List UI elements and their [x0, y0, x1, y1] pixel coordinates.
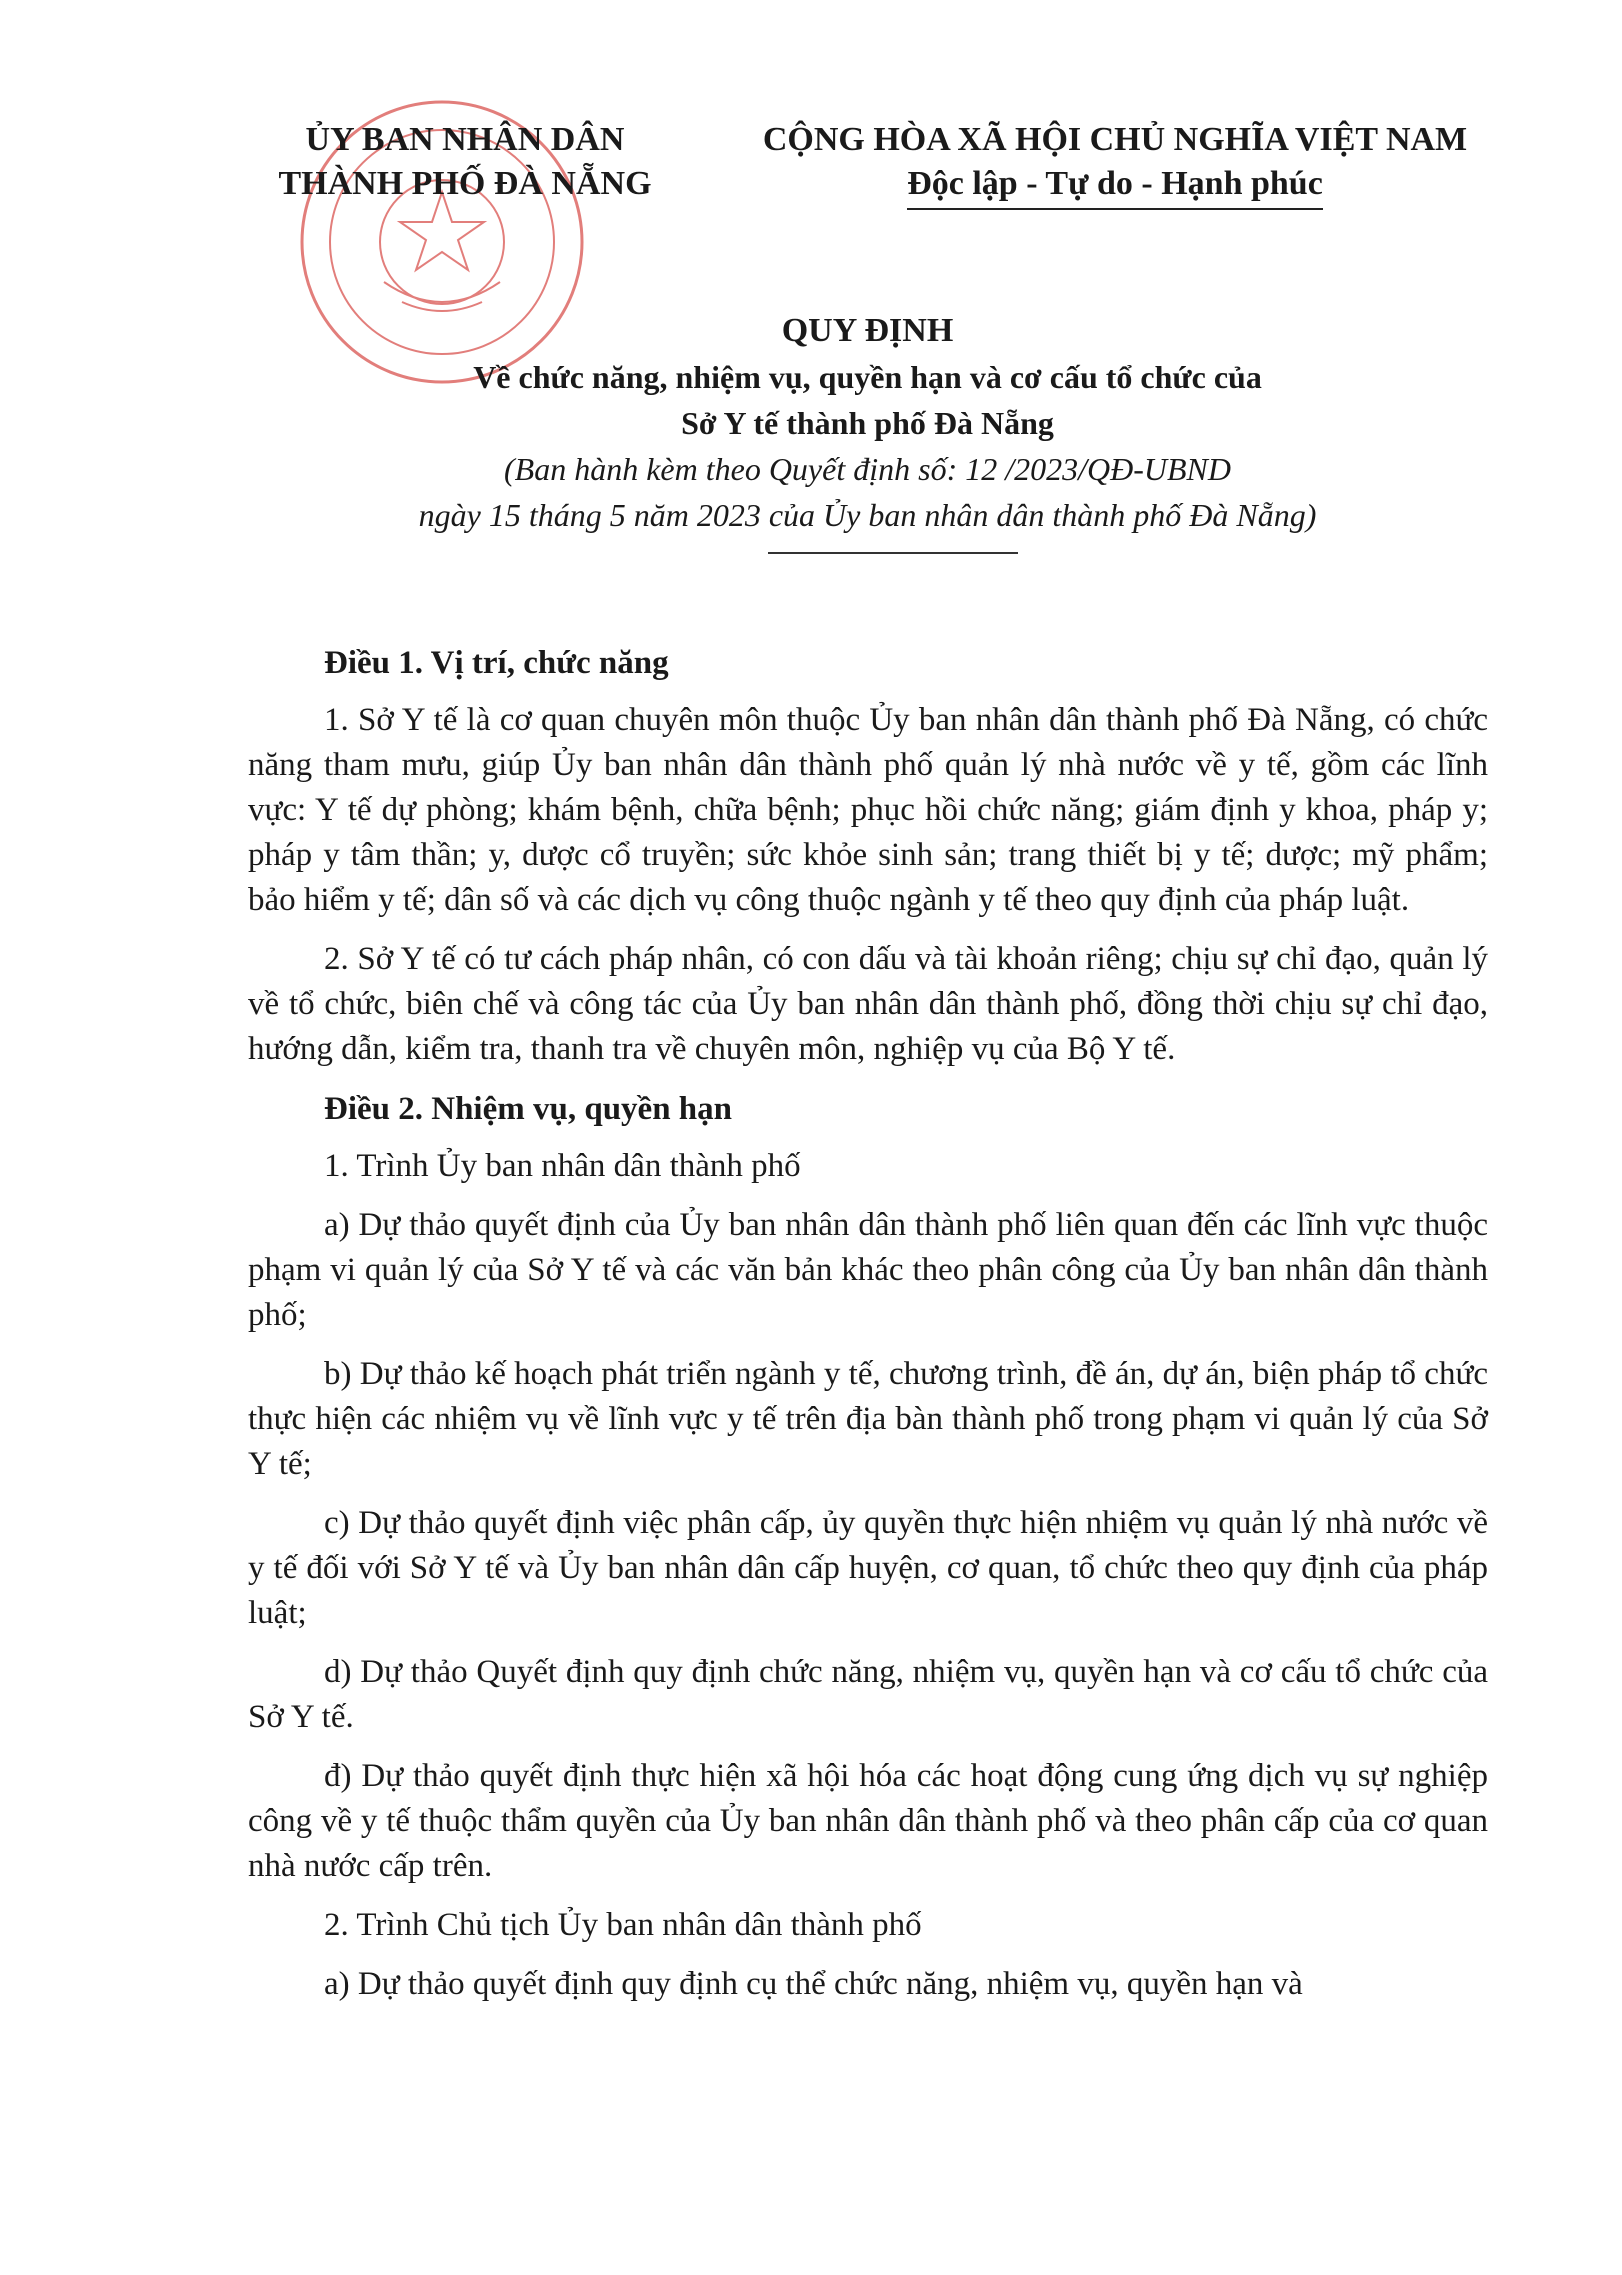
- subject-line-2: Sở Y tế thành phố Đà Nẵng: [681, 405, 1054, 441]
- article-2-section-2a: a) Dự thảo quyết định quy định cụ thể chức năng, nhiệm vụ, quyền hạn và: [324, 1966, 1303, 2002]
- article-2-section-1dd: đ) Dự thảo quyết định thực hiện xã hội hóa các hoạt động cung ứng dịch vụ sự nghiệp công về y tế thuộc thẩm quyền của Ủy ban nhân dân thành phố và theo phân cấp của cơ quan nhà nước cấp trên.: [248, 1758, 1488, 1884]
- document-body: [248, 640, 1488, 2021]
- article-1-heading: Điều 1. Vị trí, chức năng: [324, 645, 669, 681]
- article-1-paragraph-1: 1. Sở Y tế là cơ quan chuyên môn thuộc Ủy ban nhân dân thành phố Đà Nẵng, có chức năng tham mưu, giúp Ủy ban nhân dân thành phố quản lý nhà nước về y tế, gồm các lĩnh vực: Y tế dự phòng; khám bệnh, chữa bệnh; phục hồi chức năng; giám định y khoa, pháp y; pháp y tâm thần; y, dược cổ truyền; sức khỏe sinh sản; trang thiết bị y tế; dược; mỹ phẩm; bảo hiểm y tế; dân số và các dịch vụ công thuộc ngành y tế theo quy định của pháp luật.: [248, 702, 1488, 918]
- document-type: QUY ĐỊNH: [781, 312, 954, 349]
- article-2-section-1b: b) Dự thảo kế hoạch phát triển ngành y tế, chương trình, đề án, dự án, biện pháp tổ chức thực hiện các nhiệm vụ về lĩnh vực y tế trên địa bàn thành phố trong phạm vi quản lý của Sở Y tế;: [248, 1356, 1488, 1482]
- article-2-section-1a: a) Dự thảo quyết định của Ủy ban nhân dân thành phố liên quan đến các lĩnh vực thuộc phạm vi quản lý của Sở Y tế và các văn bản khác theo phân công của Ủy ban nhân dân thành phố;: [248, 1207, 1488, 1333]
- national-motto: Độc lập - Tự do - Hạnh phúc: [907, 162, 1323, 210]
- issuing-agency: [255, 118, 675, 206]
- title-divider: [768, 552, 1018, 554]
- issued-line-1: (Ban hành kèm theo Quyết định số: 12 /2023/QĐ-UBND: [504, 451, 1231, 487]
- article-1-paragraph-2: 2. Sở Y tế có tư cách pháp nhân, có con dấu và tài khoản riêng; chịu sự chỉ đạo, quản lý về tổ chức, biên chế và công tác của Ủy ban nhân dân thành phố, đồng thời chịu sự chỉ đạo, hướng dẫn, kiểm tra, thanh tra về chuyên môn, nghiệp vụ của Bộ Y tế.: [248, 941, 1488, 1067]
- agency-line-2: THÀNH PHỐ ĐÀ NẴNG: [278, 165, 652, 202]
- issued-line-2: ngày 15 tháng 5 năm 2023 của Ủy ban nhân dân thành phố Đà Nẵng): [418, 497, 1317, 533]
- article-2-section-1: 1. Trình Ủy ban nhân dân thành phố: [324, 1148, 801, 1184]
- article-2-section-1d: d) Dự thảo Quyết định quy định chức năng, nhiệm vụ, quyền hạn và cơ cấu tổ chức của Sở Y tế.: [248, 1654, 1488, 1735]
- article-2-heading: Điều 2. Nhiệm vụ, quyền hạn: [324, 1091, 733, 1127]
- article-2-section-1c: c) Dự thảo quyết định việc phân cấp, ủy quyền thực hiện nhiệm vụ quản lý nhà nước về y tế đối với Sở Y tế và Ủy ban nhân dân cấp huyện, cơ quan, tổ chức theo quy định của pháp luật;: [248, 1505, 1488, 1631]
- subject-line-1: Về chức năng, nhiệm vụ, quyền hạn và cơ cấu tổ chức của: [473, 359, 1262, 395]
- agency-line-1: ỦY BAN NHÂN DÂN: [305, 121, 625, 158]
- article-2-section-2: 2. Trình Chủ tịch Ủy ban nhân dân thành phố: [324, 1907, 922, 1943]
- nation-name: CỘNG HÒA XÃ HỘI CHỦ NGHĨA VIỆT NAM: [762, 121, 1468, 158]
- national-header: [730, 118, 1500, 210]
- document-title: [255, 308, 1480, 538]
